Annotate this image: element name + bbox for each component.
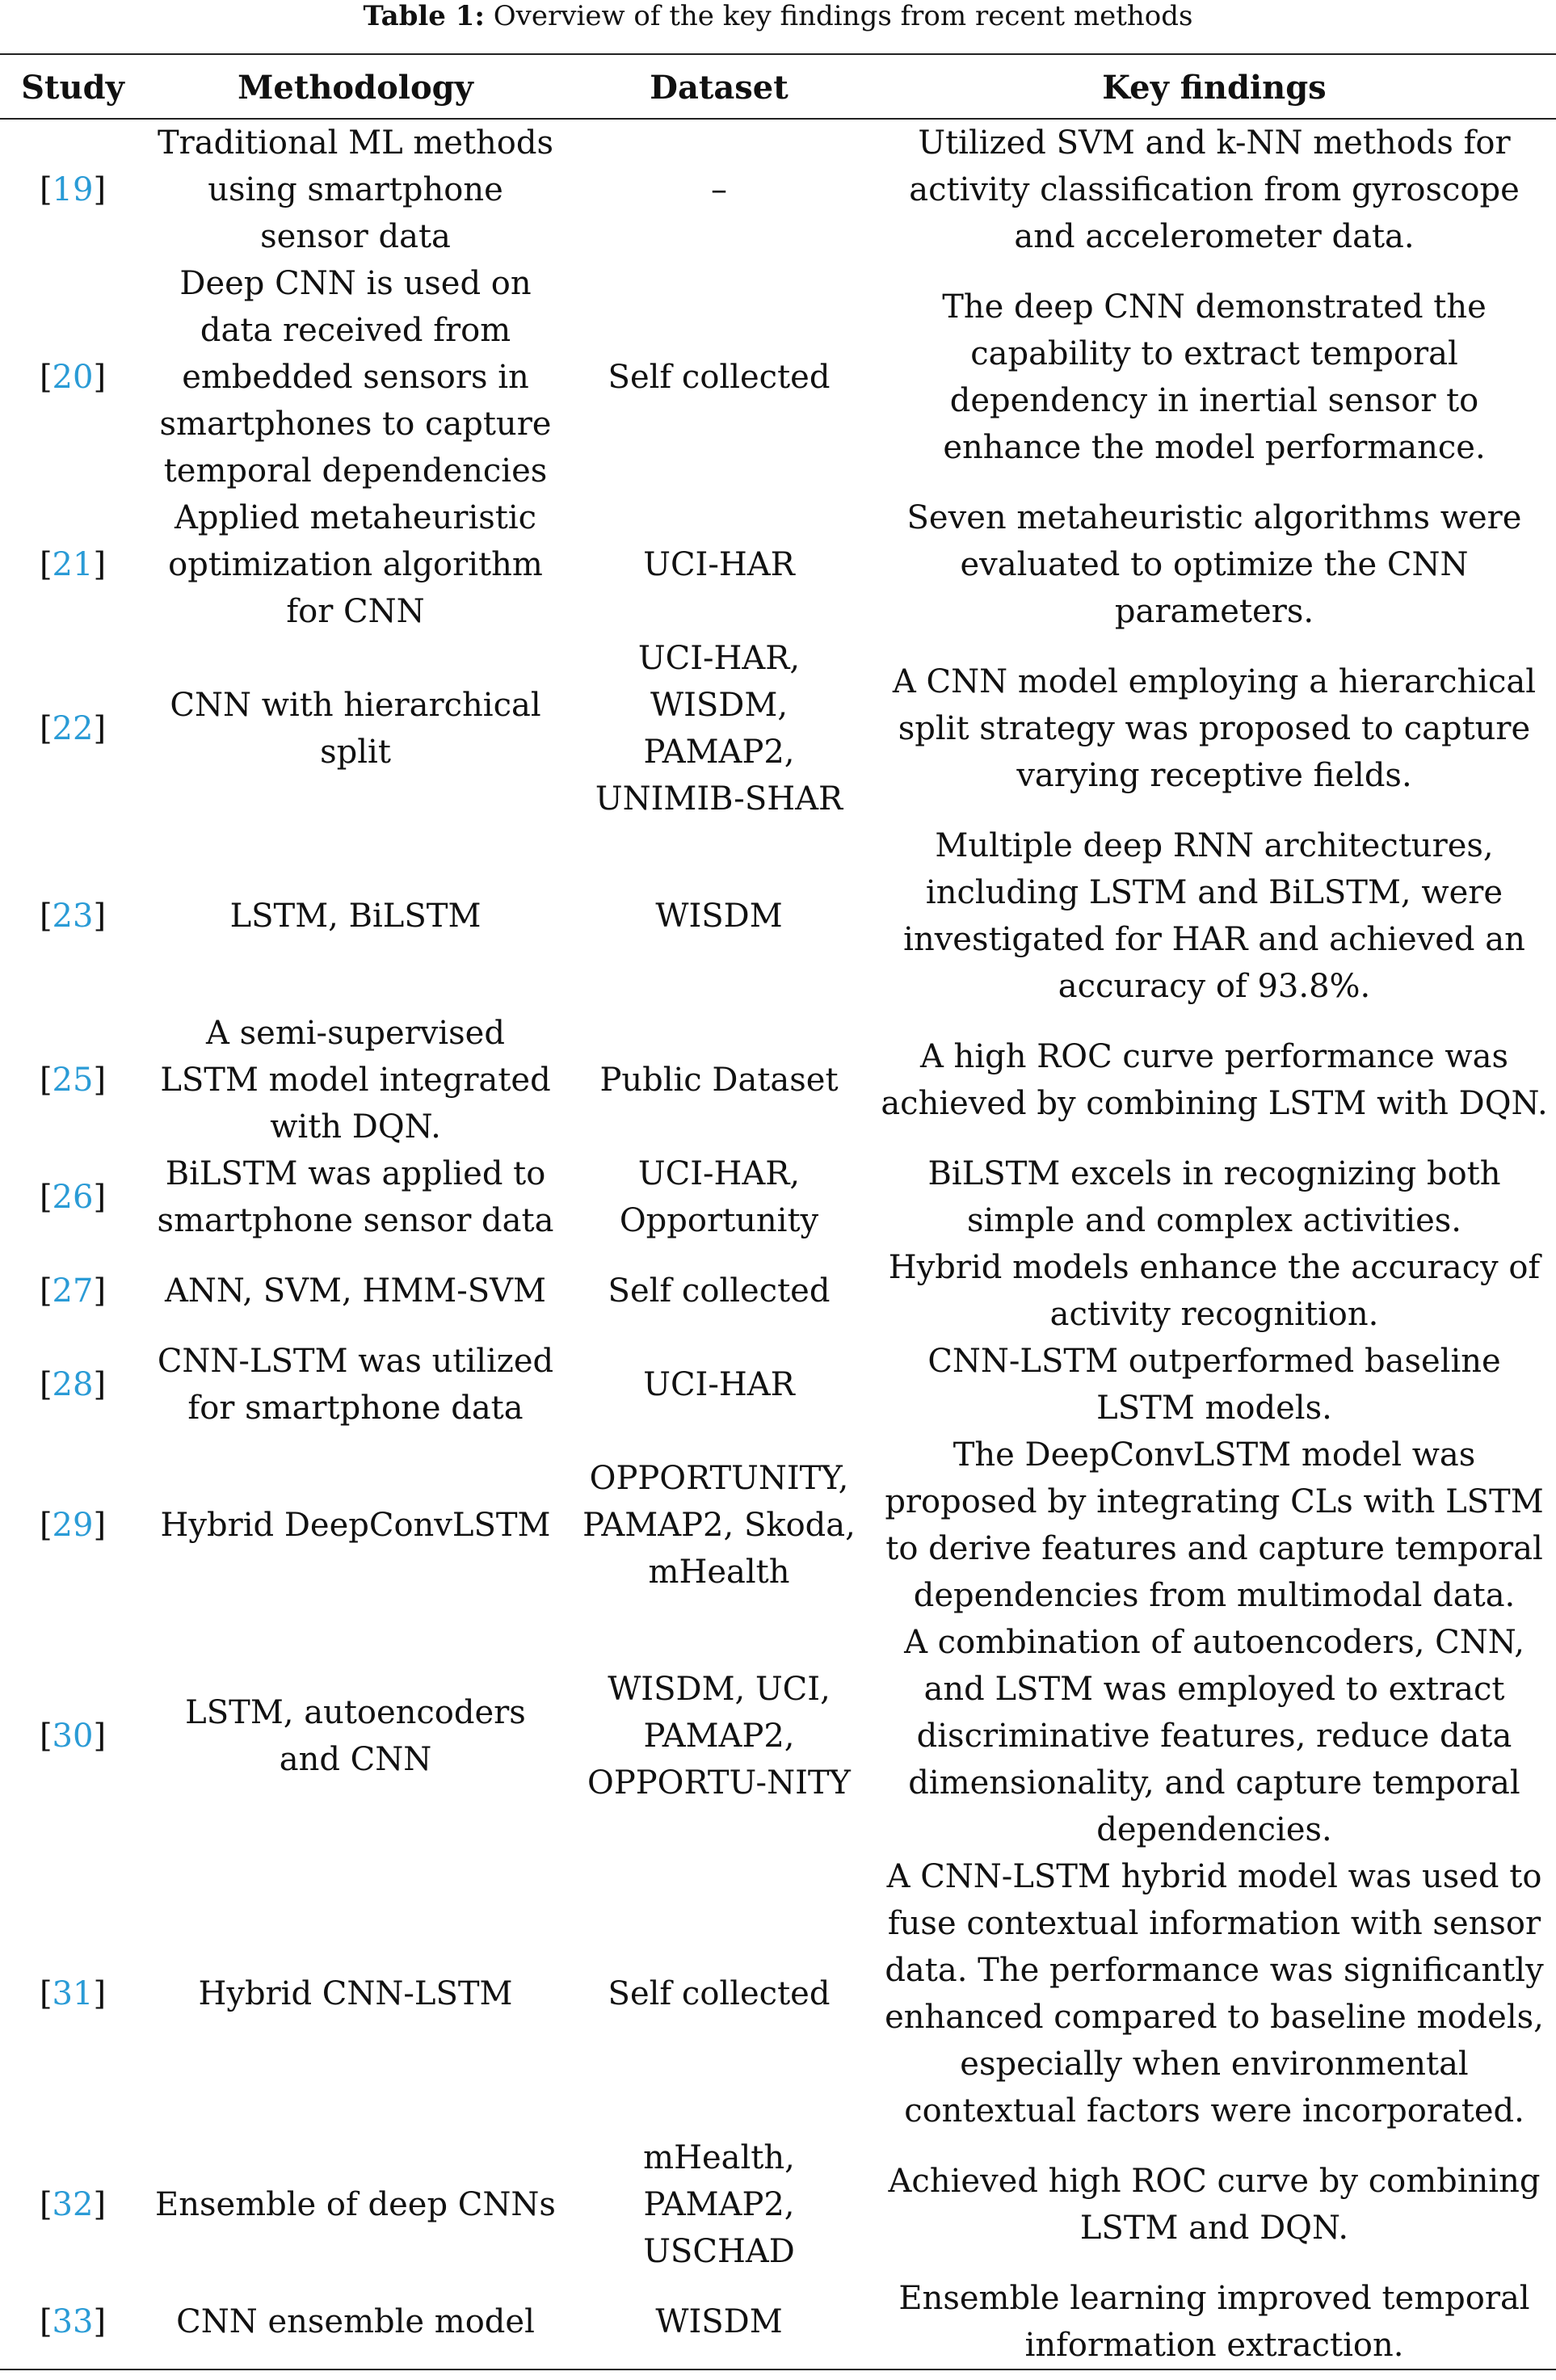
methodology-cell: LSTM, autoencoders and CNN (185, 1694, 526, 1778)
methodology-cell: ANN, SVM, HMM-SVM (165, 1272, 546, 1310)
findings-cell: Utilized SVM and k-NN methods for activity classification from gyroscope and accelerometer data. (909, 124, 1520, 255)
methodology-cell: LSTM, BiLSTM (229, 898, 482, 935)
header-findings: Key findings (873, 54, 1556, 119)
reference-link[interactable]: 28 (52, 1366, 94, 1403)
findings-cell: A CNN model employing a hierarchical split strategy was proposed to capture varying receptive fields. (892, 663, 1537, 794)
reference-link[interactable]: 27 (52, 1272, 94, 1310)
table-row (0, 635, 1556, 822)
findings-cell: BiLSTM excels in recognizing both simple and complex activities. (927, 1155, 1501, 1239)
table-row (0, 1010, 1556, 1150)
methodology-cell: CNN ensemble model (145, 2275, 566, 2369)
study-cell: [19] (39, 171, 107, 208)
findings-cell: A combination of autoencoders, CNN, and LSTM was employed to extract discriminative features, reduce data dimensionality, and capture temporal dependencies. (904, 1624, 1524, 1848)
methodology-cell: Ensemble of deep CNNs (155, 2186, 556, 2223)
table-row (0, 1619, 1556, 1853)
findings-cell: CNN-LSTM outperformed baseline LSTM models. (927, 1343, 1501, 1427)
dataset-cell: Self collected (608, 1272, 831, 1310)
methodology-cell: CNN with hierarchical split (170, 687, 541, 771)
table-row (0, 494, 1556, 635)
dataset-cell: OPPORTUNITY, PAMAP2, Skoda, mHealth (582, 1460, 856, 1591)
findings-cell: Achieved high ROC curve by combining LSTM and DQN. (888, 2163, 1541, 2247)
reference-link[interactable]: 31 (52, 1975, 94, 2012)
table-row (0, 1853, 1556, 2134)
reference-link[interactable]: 25 (52, 1062, 94, 1099)
table-row (0, 1432, 1556, 1619)
study-cell: [25] (39, 1062, 107, 1099)
study-cell: [23] (39, 898, 107, 935)
methodology-cell: Hybrid CNN-LSTM (198, 1975, 513, 2012)
findings-cell: The DeepConvLSTM model was proposed by integrating CLs with LSTM to derive features and capture temporal dependencies from multimodal data. (885, 1436, 1544, 1614)
findings-cell: Ensemble learning improved temporal information extraction. (873, 2275, 1556, 2369)
header-methodology: Methodology (145, 54, 566, 119)
study-cell: [30] (39, 1718, 107, 1755)
study-cell: [33] (0, 2275, 145, 2369)
methodology-cell: A semi-supervised LSTM model integrated with DQN. (160, 1015, 551, 1146)
dataset-cell: WISDM (655, 898, 783, 935)
table-row (0, 2134, 1556, 2275)
findings-cell: Multiple deep RNN architectures, including LSTM and BiLSTM, were investigated for HAR and achieved an accuracy of 93.8%. (903, 827, 1525, 1005)
table-row (0, 1244, 1556, 1338)
findings-table (0, 53, 1556, 2370)
reference-link[interactable]: 30 (52, 1718, 94, 1755)
dataset-cell: UCI-HAR, WISDM, PAMAP2, UNIMIB-SHAR (595, 640, 843, 818)
methodology-cell: Hybrid DeepConvLSTM (160, 1507, 551, 1544)
dataset-cell: WISDM (566, 2275, 873, 2369)
methodology-cell: Applied metaheuristic optimization algorithm for CNN (168, 499, 543, 630)
methodology-cell: Deep CNN is used on data received from embedded sensors in smartphones to capture temporal dependencies (159, 265, 552, 490)
study-cell: [32] (39, 2186, 107, 2223)
methodology-cell: CNN-LSTM was utilized for smartphone data (157, 1343, 554, 1427)
caption-text: Overview of the key findings from recent methods (493, 0, 1193, 32)
table-body (0, 119, 1556, 2369)
reference-link[interactable]: 32 (52, 2186, 94, 2223)
methodology-cell: BiLSTM was applied to smartphone sensor data (157, 1155, 554, 1239)
study-cell: [27] (39, 1272, 107, 1310)
reference-link[interactable]: 23 (52, 898, 94, 935)
reference-link[interactable]: 22 (52, 710, 94, 747)
dataset-cell: Self collected (608, 359, 831, 396)
table-caption (0, 0, 1556, 40)
study-cell: [22] (39, 710, 107, 747)
findings-cell: The deep CNN demonstrated the capability to extract temporal dependency in inertial sensor to enhance the model performance. (942, 288, 1487, 466)
dataset-cell: mHealth, PAMAP2, USCHAD (643, 2139, 795, 2270)
study-cell: [31] (39, 1975, 107, 2012)
findings-cell: Seven metaheuristic algorithms were evaluated to optimize the CNN parameters. (906, 499, 1522, 630)
reference-link[interactable]: 29 (52, 1507, 94, 1544)
findings-cell: A CNN-LSTM hybrid model was used to fuse contextual information with sensor data. The performance was significantly enhanced compared to baseline models, especially when environmental contextual factors were incorporated. (885, 1858, 1544, 2130)
dataset-cell: UCI-HAR (643, 1366, 795, 1403)
dataset-cell: Public Dataset (599, 1062, 839, 1099)
reference-link[interactable]: 20 (52, 359, 94, 396)
reference-link[interactable]: 21 (52, 546, 94, 583)
dataset-cell: WISDM, UCI, PAMAP2, OPPORTU-NITY (587, 1671, 851, 1802)
reference-link[interactable]: 26 (52, 1179, 94, 1216)
findings-cell: A high ROC curve performance was achieved by combining LSTM with DQN. (881, 1038, 1548, 1122)
header-row (0, 54, 1556, 119)
caption-label: Table 1: (363, 0, 485, 32)
methodology-cell: Traditional ML methods using smartphone sensor data (158, 124, 553, 255)
table-row (0, 2275, 1556, 2369)
header-dataset: Dataset (566, 54, 873, 119)
table-row (0, 822, 1556, 1010)
study-cell: [21] (39, 546, 107, 583)
table-row (0, 1150, 1556, 1244)
findings-cell: Hybrid models enhance the accuracy of activity recognition. (888, 1249, 1541, 1333)
reference-link[interactable]: 19 (52, 171, 94, 208)
study-cell: [28] (39, 1366, 107, 1403)
study-cell: [20] (39, 359, 107, 396)
table-row (0, 1338, 1556, 1432)
study-cell: [29] (39, 1507, 107, 1544)
table-row (0, 119, 1556, 260)
reference-link[interactable]: 33 (52, 2303, 94, 2340)
header-study: Study (0, 54, 145, 119)
study-cell: [26] (39, 1179, 107, 1216)
dataset-cell: UCI-HAR (643, 546, 795, 583)
dataset-cell: UCI-HAR, Opportunity (619, 1155, 819, 1239)
dataset-cell: – (711, 171, 727, 208)
dataset-cell: Self collected (608, 1975, 831, 2012)
table-row (0, 260, 1556, 494)
